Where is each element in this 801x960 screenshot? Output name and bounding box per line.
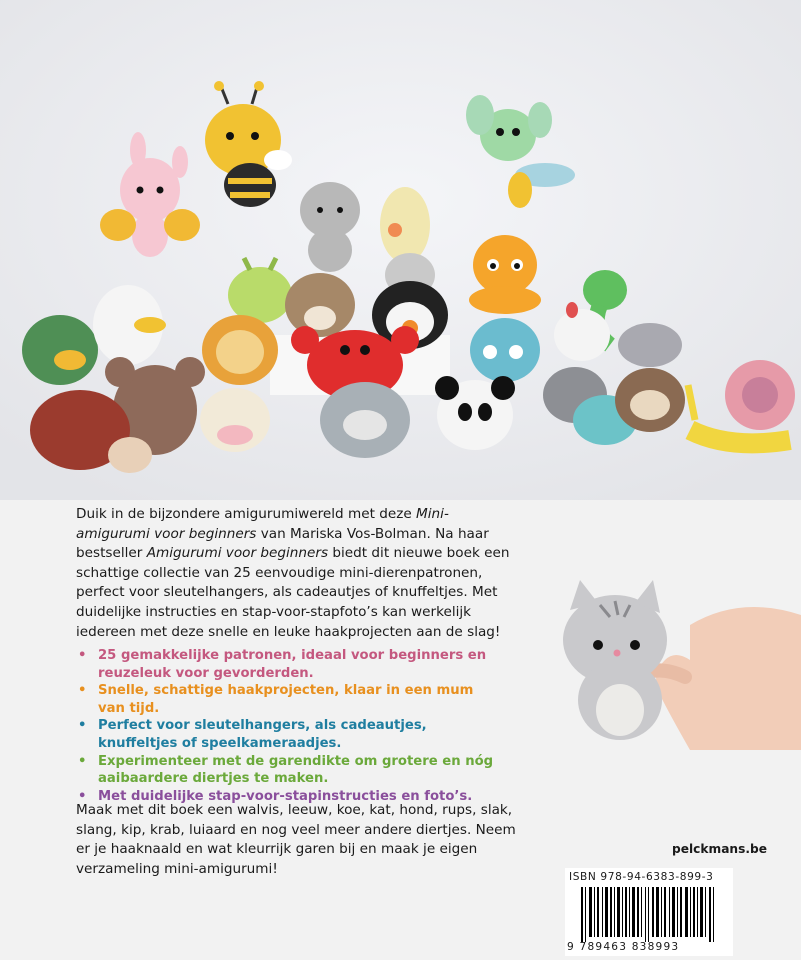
- outro-paragraph: Maak met dit boek een walvis, leeuw, koe, kat, hond, rups, slak, slang, kip, krab, luiaard en nog veel meer andere diertjes. Neem er je haaknaald en wat kleurrijk garen bij en maak je eigen verzameling mini-amigurumi!: [76, 802, 516, 877]
- publisher-url: pelckmans.be: [672, 842, 767, 856]
- intro-text-3: biedt dit nieuwe boek een schattige collectie van 25 eenvoudige mini-dierenpatronen, perfect voor sleutelhangers, als cadeautjes of knuffeltjes. Met duidelijke instructies en stap-voor-stapfoto’s kan werkelijk iedereen met deze snelle en leuke haakprojecten aan de slag!: [76, 545, 510, 640]
- previous-book-title: Amigurumi voor beginners: [146, 545, 329, 562]
- feature-item: • Met duidelijke stap-voor-stapinstructies en foto’s.: [76, 788, 496, 806]
- feature-item: • Perfect voor sleutelhangers, als cadeautjes, knuffeltjes of speelkameraadjes.: [76, 717, 496, 752]
- intro-text-2: van Mariska Vos-Bolman. Na haar bestseller: [76, 525, 489, 562]
- hand-holding-cat-icon: [540, 565, 801, 750]
- feature-item: • 25 gemakkelijke patronen, ideaal voor beginners en reuzeleuk voor gevorderden.: [76, 647, 496, 682]
- barcode-digits: 9 789463 838993: [567, 941, 680, 953]
- feature-item: • Experimenteer met de garendikte om grotere en nóg aaibaardere diertjes te maken.: [76, 753, 496, 788]
- barcode: [565, 868, 733, 956]
- book-title: Mini-amigurumi voor beginners: [76, 506, 449, 542]
- intro-text-1: Duik in de bijzondere amigurumiwereld met deze: [76, 506, 417, 522]
- intro-paragraph: [76, 505, 516, 642]
- feature-item: • Snelle, schattige haakprojecten, klaar in een mum van tijd.: [76, 682, 496, 717]
- feature-list: [76, 647, 496, 805]
- barcode-icon: [581, 887, 721, 942]
- isbn-label: ISBN 978-94-6383-899-3: [569, 871, 714, 883]
